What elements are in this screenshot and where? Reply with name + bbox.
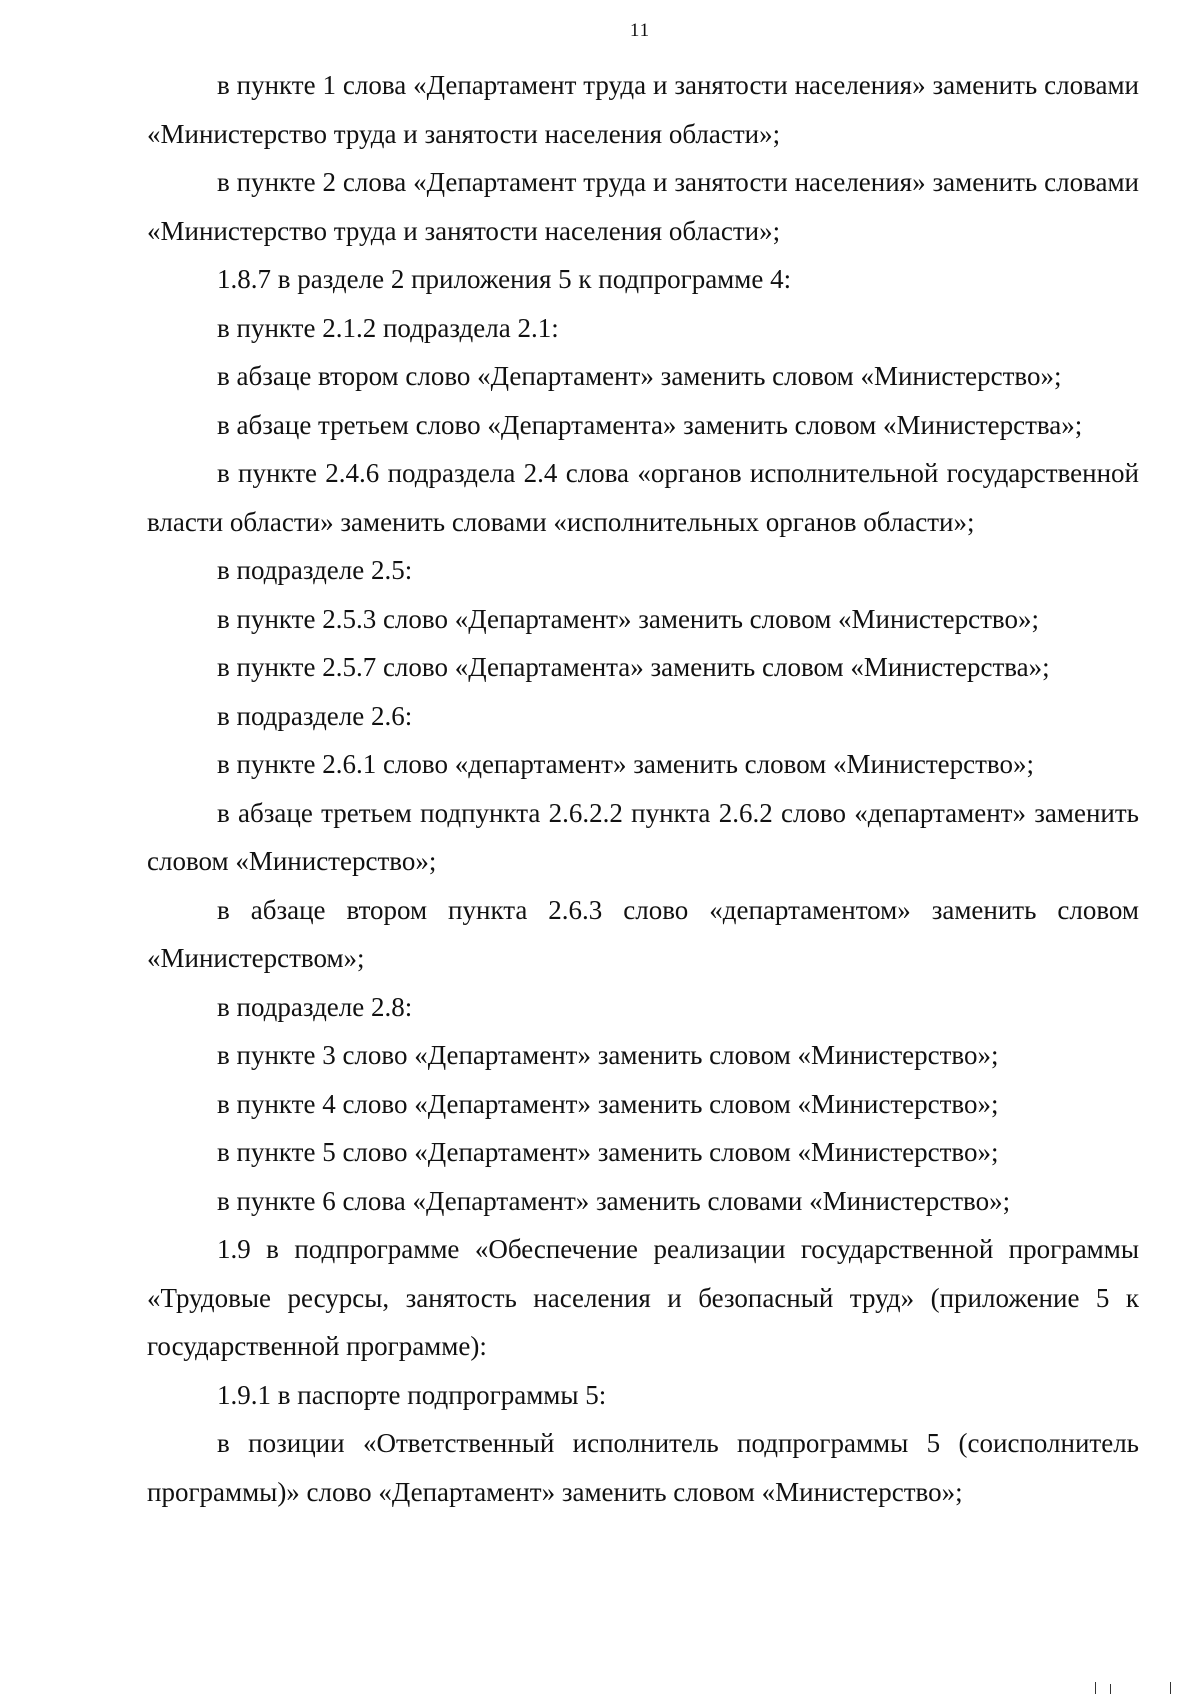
paragraph-16: в пункте 3 слово «Департамент» заменить словом «Министерство»; <box>217 1040 999 1070</box>
scan-edge-mark <box>1110 1684 1111 1694</box>
paragraph-15: в подразделе 2.8: <box>217 991 413 1022</box>
scan-edge-mark <box>1170 1682 1171 1694</box>
paragraph-1: в пункте 1 слова «Департамент труда и занятости населения» заменить словами «Министерство труда и занятости населения области»; <box>147 70 1139 149</box>
paragraph-6: в абзаце третьем слово «Департамента» заменить словом «Министерства»; <box>217 409 1083 440</box>
scan-edge-mark <box>1095 1682 1096 1694</box>
page-number: 11 <box>629 20 651 41</box>
paragraph-14: в абзаце втором пункта 2.6.3 слово «департаментом» заменить словом «Министерством»; <box>147 894 1139 973</box>
paragraph-3: 1.8.7 в разделе 2 приложения 5 к подпрограмме 4: <box>217 264 792 294</box>
paragraph-17: в пункте 4 слово «Департамент» заменить словом «Министерство»; <box>217 1088 999 1119</box>
paragraph-8: в подразделе 2.5: <box>217 555 413 585</box>
document-body <box>147 61 1139 1516</box>
paragraph-11: в подразделе 2.6: <box>217 700 413 731</box>
paragraph-21: 1.9.1 в паспорте подпрограммы 5: <box>217 1379 607 1410</box>
paragraph-9: в пункте 2.5.3 слово «Департамент» заменить словом «Министерство»; <box>217 603 1039 634</box>
paragraph-5: в абзаце втором слово «Департамент» заменить словом «Министерство»; <box>217 361 1062 391</box>
paragraph-18: в пункте 5 слово «Департамент» заменить словом «Министерство»; <box>217 1137 999 1167</box>
paragraph-7: в пункте 2.4.6 подраздела 2.4 слова «органов исполнительной государственной власти области» заменить словами «исполнительных органов области»; <box>147 458 1139 537</box>
paragraph-2: в пункте 2 слова «Департамент труда и занятости населения» заменить словами «Министерство труда и занятости населения области»; <box>147 167 1139 246</box>
paragraph-13: в абзаце третьем подпункта 2.6.2.2 пункта 2.6.2 слово «департамент» заменить словом «Министерство»; <box>147 797 1139 876</box>
paragraph-12: в пункте 2.6.1 слово «департамент» заменить словом «Министерство»; <box>217 749 1034 779</box>
paragraph-22: в позиции «Ответственный исполнитель подпрограммы 5 (соисполнитель программы)» слово «Департамент» заменить словом «Министерство»; <box>147 1428 1139 1507</box>
paragraph-10: в пункте 2.5.7 слово «Департамента» заменить словом «Министерства»; <box>217 652 1050 682</box>
paragraph-20: 1.9 в подпрограмме «Обеспечение реализации государственной программы «Трудовые ресурсы, занятость населения и безопасный труд» (приложение 5 к государственной программе): <box>147 1234 1139 1361</box>
paragraph-19: в пункте 6 слова «Департамент» заменить словами «Министерство»; <box>217 1185 1011 1216</box>
paragraph-4: в пункте 2.1.2 подраздела 2.1: <box>217 312 559 343</box>
